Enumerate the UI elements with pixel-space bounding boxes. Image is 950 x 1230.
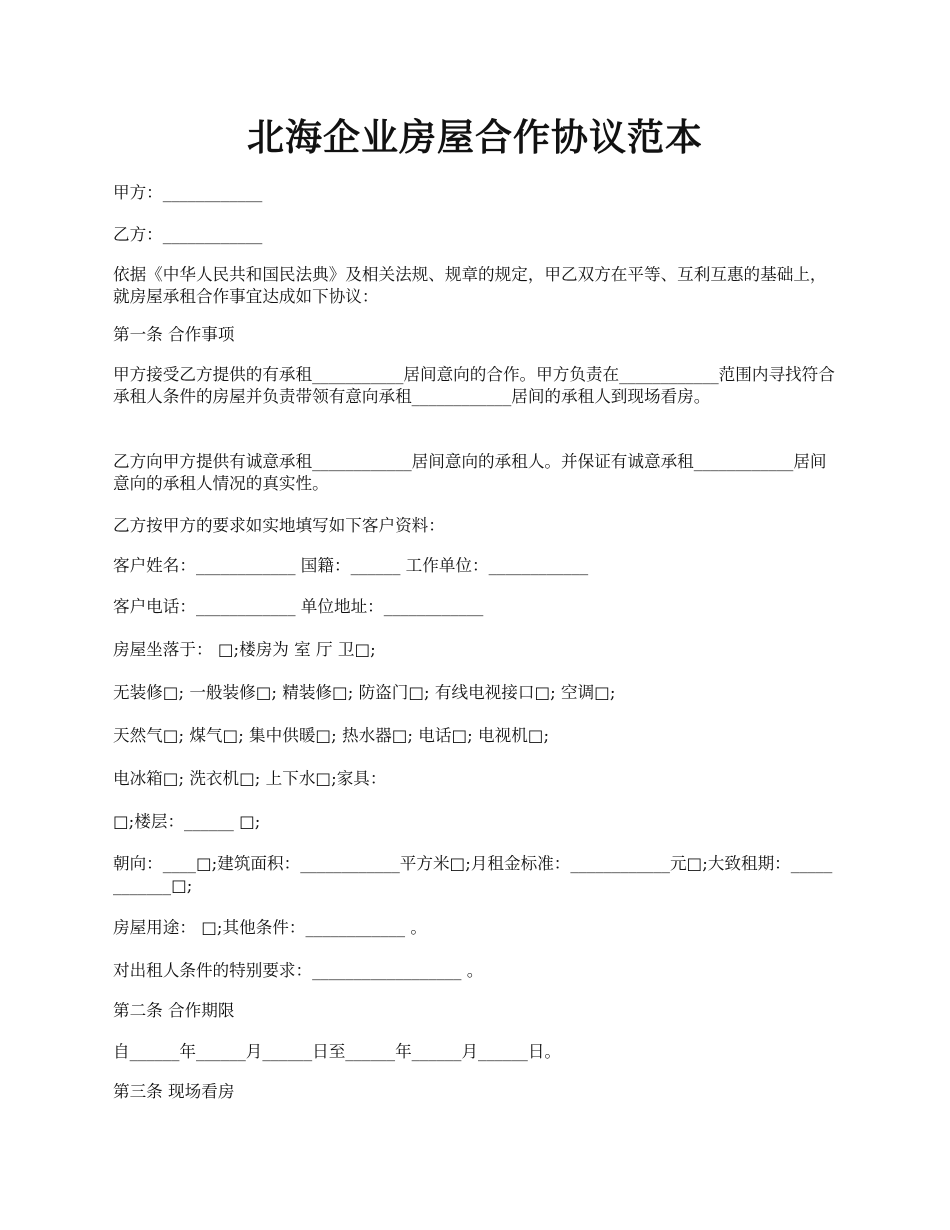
house-location-line: 房屋坐落于： □;楼房为 室 厅 卫□;: [113, 640, 376, 659]
utilities-line: 天然气□; 煤气□; 集中供暖□; 热水器□; 电话□; 电视机□;: [113, 726, 550, 745]
appliances-line: 电冰箱□; 洗衣机□; 上下水□;家具：: [113, 769, 387, 788]
floor-line: □;楼层：______ □;: [113, 812, 261, 831]
lessor-requirements-line: 对出租人条件的特别要求：__________________ 。: [113, 961, 484, 980]
article-1-paragraph-2: 乙方向甲方提供有诚意承租____________居间意向的承租人。并保证有诚意承租____________居间意向的承租人情况的真实性。: [113, 452, 827, 493]
orientation-rent-line: 朝向：____□;建筑面积：____________平方米□;月租金标准：____________元□;大致租期：____________□;: [113, 854, 833, 895]
client-phone-line: 客户电话：____________ 单位地址：____________: [113, 597, 484, 616]
house-usage-line: 房屋用途： □;其他条件：____________ 。: [113, 918, 427, 937]
article-1-paragraph-1: 甲方接受乙方提供的有承租___________居间意向的合作。甲方负责在____________范围内寻找符合承租人条件的房屋并负责带领有意向承租____________居间的承租人到现场看房。: [113, 365, 835, 406]
document-title: 北海企业房屋合作协议范本: [247, 115, 703, 159]
article-3-heading: 第三条 现场看房: [113, 1082, 235, 1101]
term-dates-line: 自______年______月______日至______年______月______日。: [113, 1042, 562, 1061]
party-a-line: 甲方：____________: [113, 183, 263, 202]
decoration-line: 无装修□; 一般装修□; 精装修□; 防盗门□; 有线电视接口□; 空调□;: [113, 683, 616, 702]
client-info-intro: 乙方按甲方的要求如实地填写如下客户资料：: [113, 516, 445, 535]
party-b-line: 乙方：____________: [113, 225, 263, 244]
article-1-heading: 第一条 合作事项: [113, 325, 235, 344]
article-2-heading: 第二条 合作期限: [113, 1001, 235, 1020]
client-name-line: 客户姓名：____________ 国籍：______ 工作单位：____________: [113, 556, 589, 575]
preamble-paragraph: 依据《中华人民共和国民法典》及相关法规、规章的规定，甲乙双方在平等、互利互惠的基础上，就房屋承租合作事宜达成如下协议：: [113, 265, 827, 306]
